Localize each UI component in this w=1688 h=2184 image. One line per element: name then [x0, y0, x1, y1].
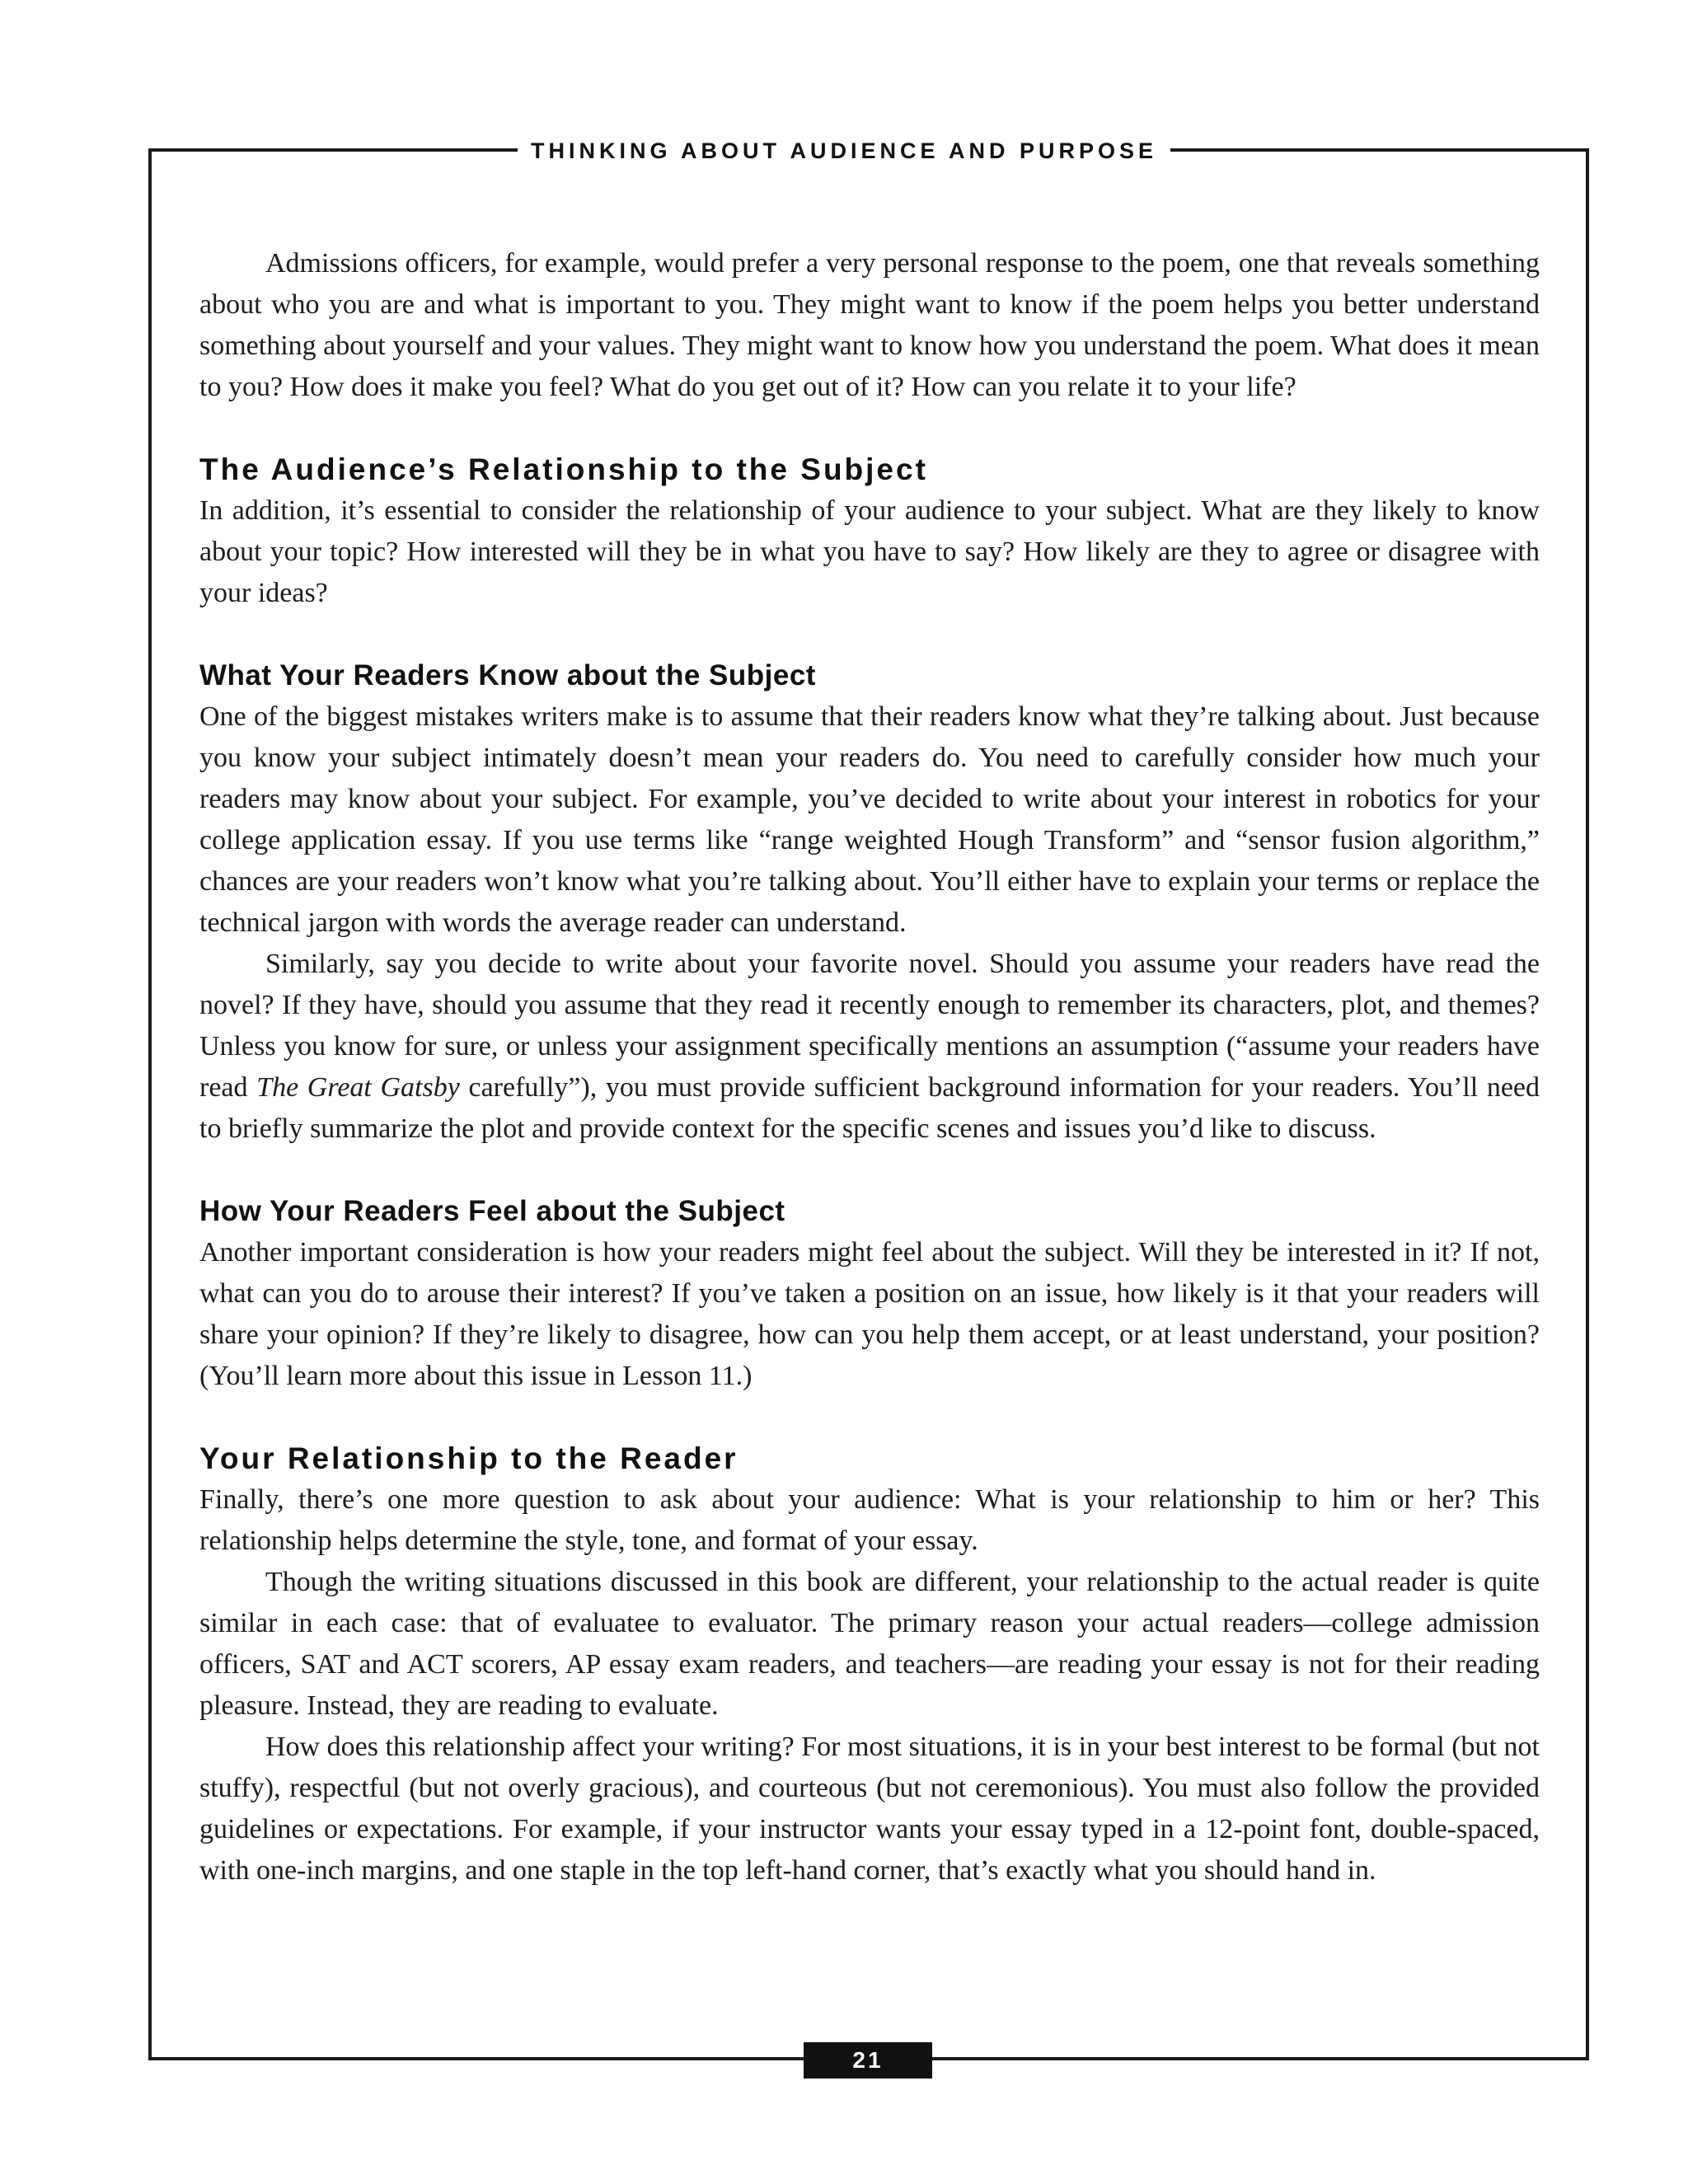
subheading-readers-know: What Your Readers Know about the Subject: [199, 659, 816, 691]
running-head-text: THINKING ABOUT AUDIENCE AND PURPOSE: [518, 136, 1170, 166]
running-head: [0, 136, 1688, 166]
reader-relationship-paragraph-3: How does this relationship affect your writing? For most situations, it is in your best interest to be formal (but not stuffy), respectful (but not overly gracious), and courteous (but not ceremonious). You must also follow the provided guidelines or expectations. For example, if your instructor wants your essay typed in a 12-point font, double-spaced, with one-inch margins, and one staple in the top left-hand corner, that’s exactly what you should hand in.: [199, 1732, 1540, 1886]
subheading-readers-feel: How Your Readers Feel about the Subject: [199, 1195, 785, 1227]
reader-relationship-paragraph-1: Finally, there’s one more question to ask about your audience: What is your relationship to him or her? This relationship helps determine the style, tone, and format of your essay.: [199, 1484, 1540, 1556]
readers-feel-paragraph: Another important consideration is how your readers might feel about the subject. Will they be interested in it? If not, what can you do to arouse their interest? If you’ve taken a position on an issue, how likely is it that your readers will share your opinion? If they’re likely to disagree, how can you help them accept, or at least understand, your position? (You’ll learn more about this issue in Lesson 11.): [199, 1237, 1540, 1391]
readers-know-paragraph-2: [199, 944, 1540, 1150]
reader-relationship-paragraph-2: Though the writing situations discussed in this book are different, your relationship to the actual reader is quite similar in each case: that of evaluatee to evaluator. The primary reason your actual readers—college admission officers, SAT and ACT scorers, AP essay exam readers, and teachers—are reading your essay is not for their reading pleasure. Instead, they are reading to evaluate.: [199, 1567, 1540, 1721]
section-heading-audience-relationship: The Audience’s Relationship to the Subject: [199, 452, 928, 486]
intro-paragraph: Admissions officers, for example, would prefer a very personal response to the poem, one that reveals something about who you are and what is important to you. They might want to know if the poem helps you better understand something about yourself and your values. They might want to know how you understand the poem. What does it mean to you? How does it make you feel? What do you get out of it? How can you relate it to your life?: [199, 248, 1540, 402]
page-number: 21: [804, 2042, 932, 2079]
readers-know-paragraph-1: One of the biggest mistakes writers make is to assume that their readers know what they’re talking about. Just because you know your subject intimately doesn’t mean your readers do. You need to carefully consider how much your readers may know about your subject. For example, you’ve decided to write about your interest in robotics for your college application essay. If you use terms like “range weighted Hough Transform” and “sensor fusion algorithm,” chances are your readers won’t know what you’re talking about. You’ll either have to explain your terms or replace the technical jargon with words the average reader can understand.: [199, 701, 1540, 938]
paragraph-text: carefully”), you must provide sufficient background information for your readers. You’ll need to briefly summarize the plot and provide context for the specific scenes and issues you’d like to discuss.: [199, 1072, 1540, 1144]
book-title: The Great Gatsby: [256, 1072, 460, 1103]
audience-relationship-paragraph: In addition, it’s essential to consider the relationship of your audience to your subject. What are they likely to know about your topic? How interested will they be in what you have to say? How likely are they to agree or disagree with your ideas?: [199, 495, 1540, 608]
paragraph-text: Similarly, say you decide to write about your favorite novel. Should you assume your readers have read the novel? If they have, should you assume that they read it recently enough to remember its characters, plot, and themes? Unless you know for sure, or unless your assignment specifically mentions an assumption (“assume your readers have read: [199, 949, 1540, 1103]
section-heading-reader-relationship: Your Relationship to the Reader: [199, 1441, 738, 1475]
page-content: [199, 243, 1540, 1891]
